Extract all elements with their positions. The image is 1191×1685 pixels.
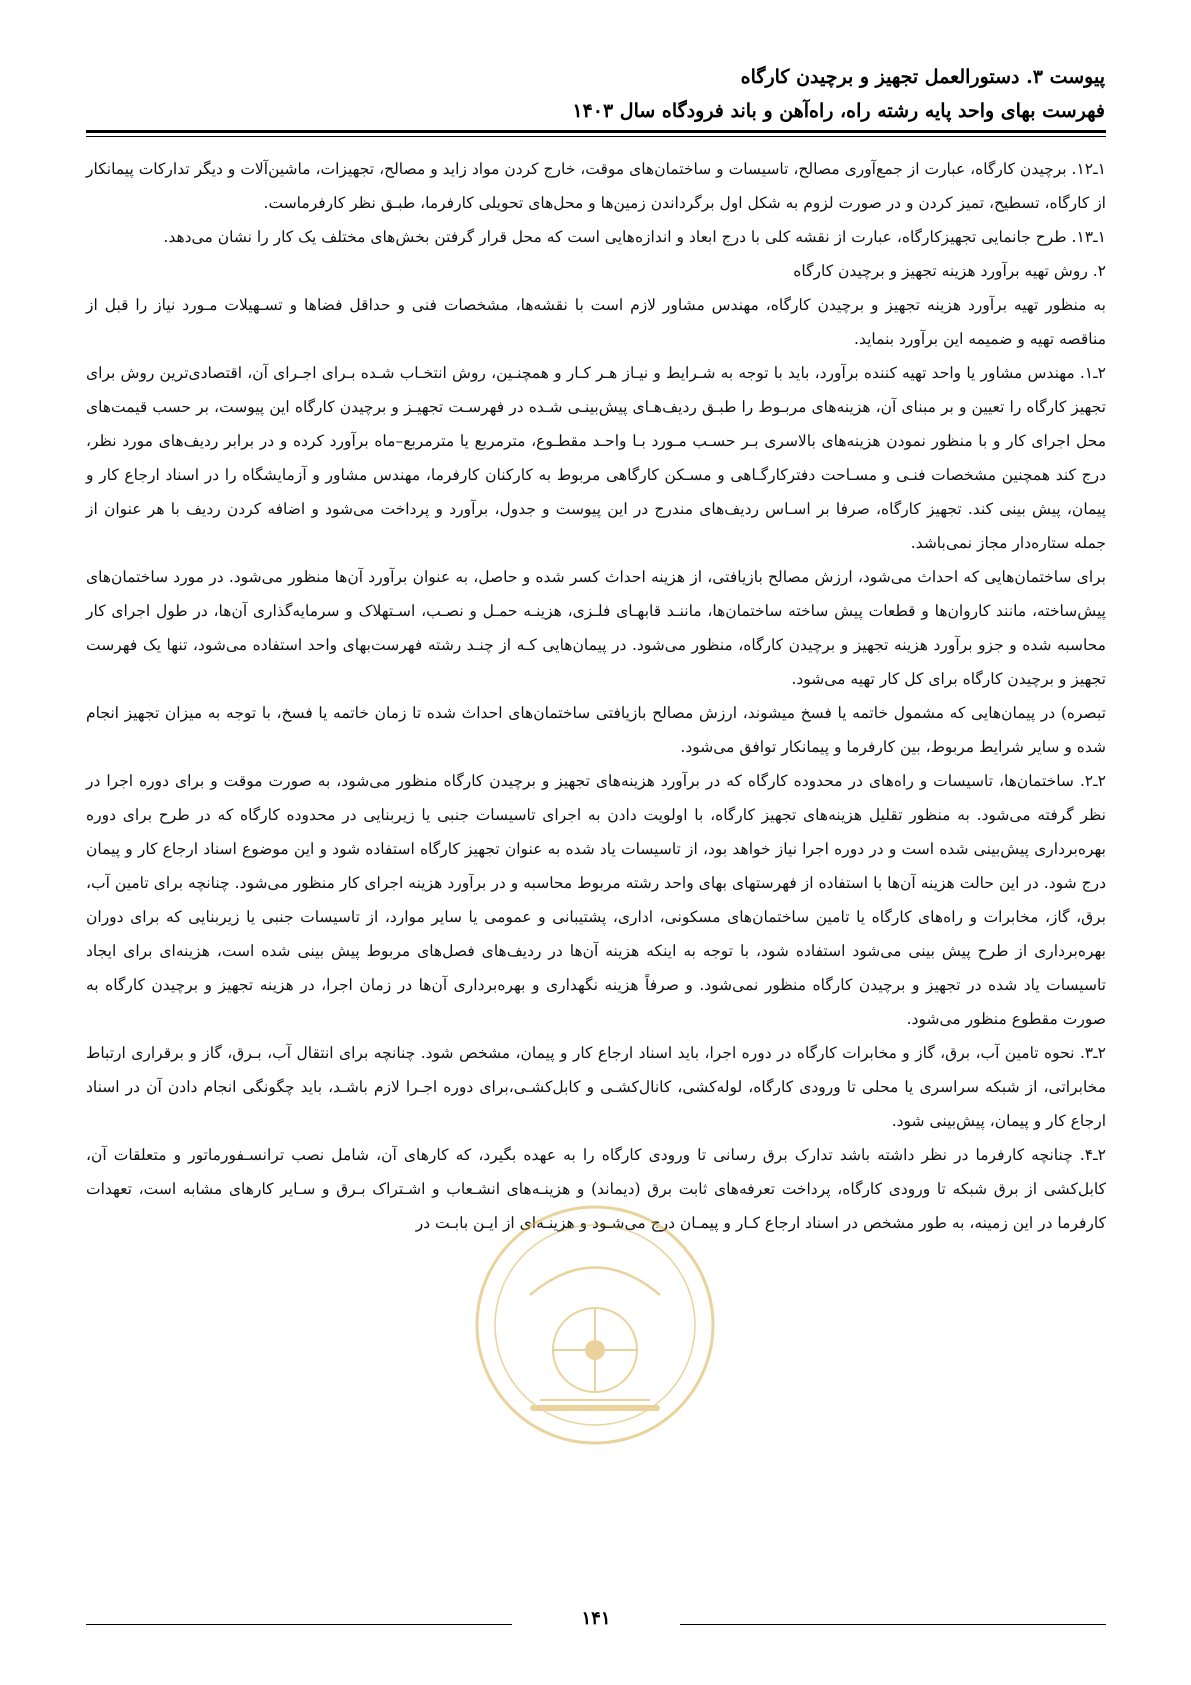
footer-rule-right (680, 1624, 1106, 1625)
paragraph-buildings: برای ساختمان‌هایی که احداث می‌شود، ارزش مصالح بازیافتی، از هزینه احداث کسر شده و حاصل، به عنوان برآورد آن‌ها منظور می‌شود. در مورد ساختمان‌های پیش‌ساخته، مانند کاروان‌ها و قطعات پیش ساخته ساختمان‌ها، ماننـد قابهـای فلـزی، هزینـه حمـل و نصـب، اسـتهلاک و سرمایه‌گذاری آن‌ها، در طول اجرای کار محاسبه شده و جزو برآورد هزینه تجهیز و برچیدن کارگاه، منظور می‌شود. در پیمان‌هایی کـه از چنـد رشته فهرست‌بهای واحد استفاده می‌شود، تنها یک فهرست تجهیز و برچیدن کارگاه برای کل کار تهیه می‌شود. (86, 568, 1106, 688)
paragraph-2-intro: به منظور تهیه برآورد هزینه تجهیز و برچیدن کارگاه، مهندس مشاور لازم است با نقشه‌ها، مشخصات فنی و حداقل فضاها و تسـهیلات مـورد نیاز را قبل از مناقصه تهیه و ضمیمه این برآورد بنماید. (86, 296, 1106, 348)
header-rule-thick (86, 130, 1106, 133)
paragraph-2-3: ۲ـ۳. نحوه تامین آب، برق، گاز و مخابرات کارگاه در دوره اجرا، باید اسناد ارجاع کار و پیمان، مشخص شود. چنانچه برای انتقال آب، بـرق، گاز و برقراری ارتباط مخابراتی، از شبکه سراسری یا محلی تا ورودی کارگاه، لوله‌کشی، کانال‌کشـی و کابل‌کشـی،برای دوره اجـرا لازم باشـد، باید چگونگی انجام دادن آن در اسناد ارجاع کار و پیمان، پیش‌بینی شود. (86, 1044, 1106, 1130)
header-title-pricelist: فهرست بهای واحد پایه رشته راه، راه‌آهن و باند فرودگاه سال ۱۴۰۳ (572, 100, 1105, 122)
paragraph-1-12: ۱ـ۱۲. برچیدن کارگاه، عبارت از جمع‌آوری مصالح، تاسیسات و ساختمان‌های موقت، خارج کردن مواد زاید و مصالح، تجهیزات، ماشین‌آلات و دیگر تدارکات پیمانکار از کارگاه، تسطیح، تمیز کردن و در صورت لزوم به شکل اول برگرداندن زمین‌ها و محل‌های تحویلی کارفرما، طبـق نظر کارفرماست. (86, 160, 1106, 212)
paragraph-2-4: ۲ـ۴. چنانچه کارفرما در نظر داشته باشد تدارک برق رسانی تا ورودی کارگاه را به عهده بگیرد، که کارهای آن، شامل نصب ترانسـفورماتور و متعلقات آن، کابل‌کشی از برق شبکه تا ورودی کارگاه، پرداخت تعرفه‌های ثابت برق (دیماند) و هزینـه‌های انشـعاب و اشـتراک بـرق و سـایر کارهای مشابه است، تعهدات کارفرما در این زمینه، به طور مشخص در اسناد ارجاع کـار و پیمـان درج می‌شـود و هزینـه‌ای از ایـن بابـت در (86, 1146, 1106, 1232)
paragraph-2-2: ۲ـ۲. ساختمان‌ها، تاسیسات و راه‌های در محدوده کارگاه که در برآورد هزینه‌های تجهیز و برچیدن کارگاه منظور می‌شود، به صورت موقت و برای دوره اجرا در نظر گرفته می‌شود. به منظور تقلیل هزینه‌های تجهیز کارگاه، با اولویت دادن به اجرای تاسیسات جنبی یا زیربنایی در محدوده کارگاه که در طرح برای دوره بهره‌برداری پیش‌بینی شده است و در دوره اجرا نیاز خواهد بود، از تاسیسات یاد شده به عنوان تجهیز کارگاه استفاده شود و این موضوع اسناد ارجاع کار و پیمان درج شود. در این حالت هزینه آن‌ها با استفاده از فهرستهای بهای واحد رشته مربوط محاسبه و در برآورد هزینه اجرای کار منظور می‌شود. چنانچه برای تامین آب، برق، گاز، مخابرات و راه‌های کارگاه یا تامین ساختمان‌های مسکونی، اداری، پشتیبانی و عمومی یا سایر موارد، از تاسیسات جنبی یا زیربنایی که برای دوران بهره‌برداری از طرح پیش بینی می‌شود استفاده شود، با توجه به اینکه هزینه آن‌ها در ردیف‌های فصل‌های مربوط پیش بینی شده است، هزینه‌ای برای ایجاد تاسیسات یاد شده در تجهیز و برچیدن کارگاه منظور نمی‌شود. و صرفاً هزینه نگهداری و بهره‌برداری آن‌ها در زمان اجرا، در هزینه تجهیز و برچیدن کارگاه به صورت مقطوع منظور می‌شود. (86, 772, 1106, 1028)
paragraph-1-13: ۱ـ۱۳. طرح جانمایی تجهیزکارگاه، عبارت از نقشه کلی با درج ابعاد و اندازه‌هایی است که محل قرار گرفتن بخش‌های مختلف یک کار را نشان می‌دهد. (163, 228, 1106, 246)
footer-rule-left (86, 1624, 512, 1625)
header-title-appendix: پیوست ۳. دستورالعمل تجهیز و برچیدن کارگاه (740, 66, 1105, 88)
page-number: ۱۴۱ (581, 1608, 611, 1629)
header-rule-thin (86, 136, 1106, 137)
paragraph-note: تبصره) در پیمان‌هایی که مشمول خاتمه یا فسخ میشوند، ارزش مصالح بازیافتی ساختمان‌های احداث شده تا زمان خاتمه یا فسخ، با توجه به میزان تجهیز انجام شده و سایر شرایط مربوط، بین کارفرما و پیمانکار توافق می‌شود. (86, 704, 1106, 756)
section-heading-2: ۲. روش تهیه برآورد هزینه تجهیز و برچیدن کارگاه (793, 262, 1106, 280)
page-header (85, 60, 1105, 128)
paragraph-2-1: ۲ـ۱. مهندس مشاور یا واحد تهیه کننده برآورد، باید با توجه به شـرایط و نیـاز هـر کـار و همچنـین، روش انتخـاب شـده بـرای اجـرای آن، اقتصادی‌ترین روش برای تجهیز کارگاه را تعیین و بر مبنای آن، هزینه‌های مربـوط را طبـق ردیف‌هـای پیش‌بینـی شـده در فهرسـت تجهیـز و برچیدن کارگاه این پیوست، بر حسب قیمت‌های محل اجرای کار و با منظور نمودن هزینه‌های بالاسری بـر حسـب مـورد بـا واحـد مقطـوع، مترمربع یا مترمربع–ماه برآورد کرده و در برابر ردیف‌های مورد نظر، درج کند همچنین مشخصات فنـی و مسـاحت دفترکارگـاهی و مسـکن کارگاهی مربوط به کارکنان کارفرما، مهندس مشاور و آزمایشگاه را در اسناد ارجاع کار و پیمان، پیش بینی کند. تجهیز کارگاه، صرفا بر اسـاس ردیف‌های مندرج در این پیوست و جدول، برآورد و پرداخت می‌شود و اضافه کردن ردیف با هر عنوان از جمله ستاره‌دار مجاز نمی‌باشد. (86, 364, 1106, 552)
body-text (86, 152, 1106, 1617)
